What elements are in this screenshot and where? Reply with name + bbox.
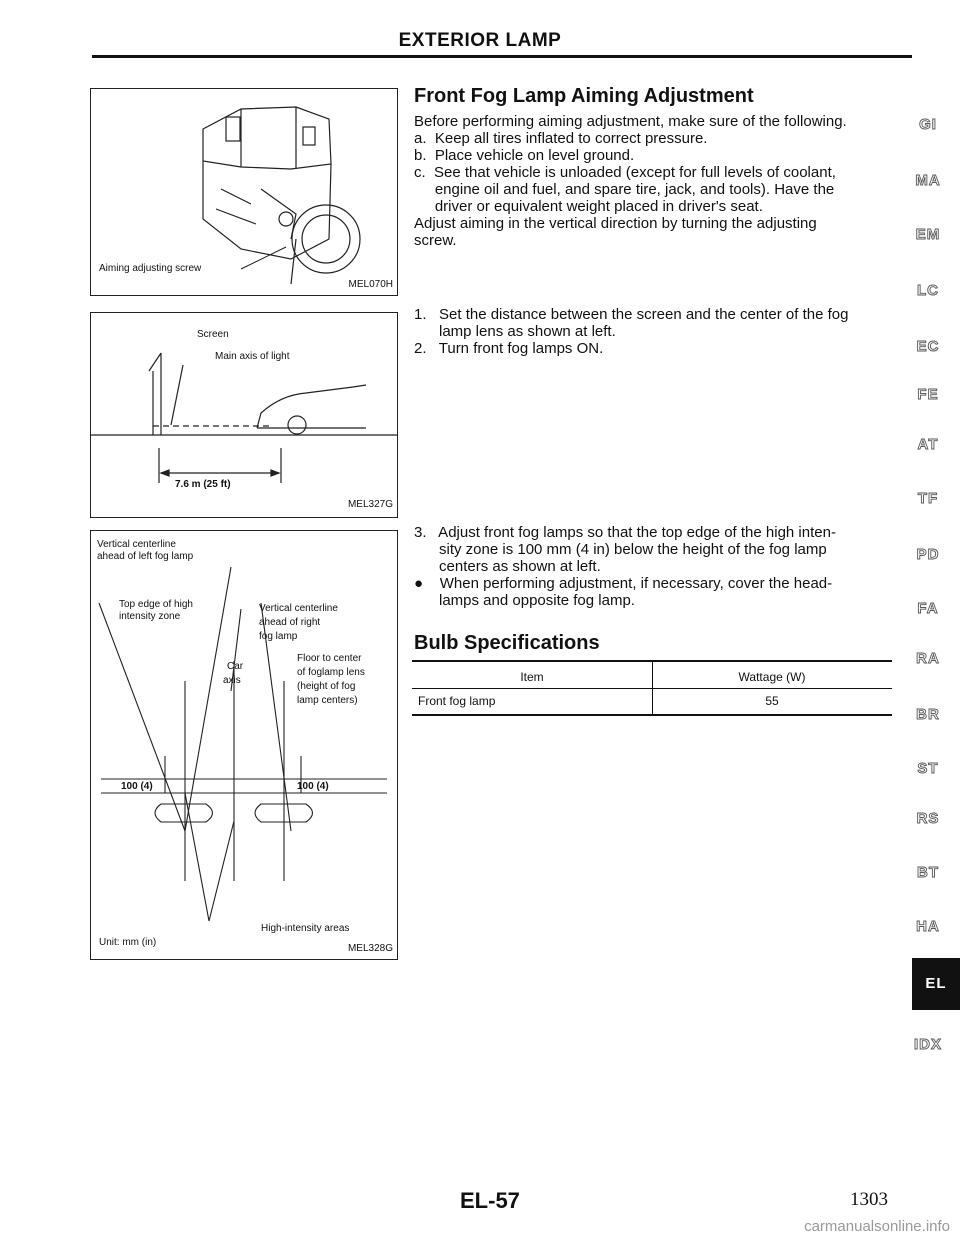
page-header-title: EXTERIOR LAMP <box>398 30 562 51</box>
tab-pd[interactable]: PD <box>916 546 940 563</box>
top-edge-label-line1: Top edge of high <box>119 599 193 610</box>
table-column-divider <box>652 662 653 714</box>
table-rule-bottom <box>412 714 892 716</box>
table-header-item: Item <box>520 670 544 684</box>
tab-fa[interactable]: FA <box>917 600 939 617</box>
figure-code: MEL327G <box>347 499 393 510</box>
section-title: Bulb Specifications <box>414 632 600 654</box>
floor-label-line4: lamp centers) <box>297 695 358 706</box>
tab-em[interactable]: EM <box>915 226 941 243</box>
floor-label-line1: Floor to center <box>297 653 362 664</box>
vcl-right-label-line1: Vertical centerline <box>259 603 338 614</box>
figure-screen-distance <box>90 312 398 518</box>
vcl-left-label-line2: ahead of left fog lamp <box>97 551 194 562</box>
tab-bt[interactable]: BT <box>917 864 939 881</box>
tab-ha[interactable]: HA <box>916 918 940 935</box>
intro-line: Adjust aiming in the vertical direction by turning the adjusting <box>414 215 817 232</box>
unit-label: Unit: mm (in) <box>99 937 157 948</box>
tab-gi[interactable]: GI <box>919 116 937 133</box>
dim-left-label: 100 (4) <box>121 781 153 792</box>
screen-distance-diagram <box>91 313 397 517</box>
intro-line: Before performing aiming adjustment, make sure of the following. <box>414 113 847 130</box>
tab-st[interactable]: ST <box>917 760 939 777</box>
header-rule <box>92 55 912 58</box>
intro-line: engine oil and fuel, and spare tire, jack, and tools). Have the <box>414 181 835 198</box>
tab-ec[interactable]: EC <box>916 338 940 355</box>
tab-el-active[interactable]: EL <box>912 958 960 1010</box>
intro-line: a. Keep all tires inflated to correct pressure. <box>414 130 708 147</box>
step-line: sity zone is 100 mm (4 in) below the height of the fog lamp <box>414 541 827 558</box>
figure-aiming-pattern <box>90 530 398 960</box>
tab-tf[interactable]: TF <box>917 490 939 507</box>
table-cell-item: Front fog lamp <box>418 694 496 708</box>
main-axis-label: Main axis of light <box>215 351 290 362</box>
intro-line: driver or equivalent weight placed in driver's seat. <box>414 198 763 215</box>
screen-label: Screen <box>197 329 229 340</box>
table-cell-wattage: 55 <box>765 694 779 708</box>
tab-lc[interactable]: LC <box>917 282 939 299</box>
tab-idx[interactable]: IDX <box>913 1036 942 1053</box>
high-intensity-label: High-intensity areas <box>261 923 350 934</box>
tab-at[interactable]: AT <box>917 436 939 453</box>
figure-code: MEL328G <box>347 943 393 954</box>
dim-right-label: 100 (4) <box>297 781 329 792</box>
vcl-left-label-line1: Vertical centerline <box>97 539 176 550</box>
section-title: Front Fog Lamp Aiming Adjustment <box>414 85 754 107</box>
step-line: 1. Set the distance between the screen and the center of the fog <box>414 306 849 323</box>
page-number: 1303 <box>850 1189 888 1210</box>
car-axis-label-line2: axis <box>223 675 241 686</box>
tab-ma[interactable]: MA <box>915 172 941 189</box>
tab-ra[interactable]: RA <box>916 650 940 667</box>
step-line: lamp lens as shown at left. <box>414 323 616 340</box>
step-line: 2. Turn front fog lamps ON. <box>414 340 604 357</box>
floor-label-line3: (height of fog <box>297 681 356 692</box>
step-line: 3. Adjust front fog lamps so that the top edge of the high inten- <box>414 524 836 541</box>
steps-block-a <box>414 306 904 357</box>
vcl-right-label-line2: ahead of right <box>259 617 321 628</box>
car-axis-label-line1: Car <box>227 661 244 672</box>
step-line: ● When performing adjustment, if necessary, cover the head- <box>414 575 833 592</box>
intro-line: b. Place vehicle on level ground. <box>414 147 635 164</box>
figure-code: MEL070H <box>348 279 393 290</box>
intro-line: screw. <box>414 232 457 249</box>
steps-block-b <box>414 524 904 609</box>
aiming-pattern-diagram <box>91 531 397 959</box>
page-code: EL-57 <box>460 1188 520 1213</box>
vcl-right-label-line3: fog lamp <box>259 631 298 642</box>
intro-paragraph <box>414 113 904 249</box>
step-line: lamps and opposite fog lamp. <box>414 592 635 609</box>
tab-br[interactable]: BR <box>916 706 940 723</box>
tab-rs[interactable]: RS <box>916 810 940 827</box>
tab-fe[interactable]: FE <box>917 386 939 403</box>
top-edge-label-line2: intensity zone <box>119 611 181 622</box>
floor-label-line2: of foglamp lens <box>297 667 365 678</box>
distance-label: 7.6 m (25 ft) <box>175 479 231 490</box>
intro-line: c. See that vehicle is unloaded (except for full levels of coolant, <box>414 164 836 181</box>
step-line: centers as shown at left. <box>414 558 601 575</box>
figure-aiming-screw <box>90 88 398 296</box>
table-header-wattage: Wattage (W) <box>738 670 806 684</box>
watermark: carmanualsonline.info <box>804 1218 950 1235</box>
aiming-screw-label: Aiming adjusting screw <box>99 263 202 274</box>
